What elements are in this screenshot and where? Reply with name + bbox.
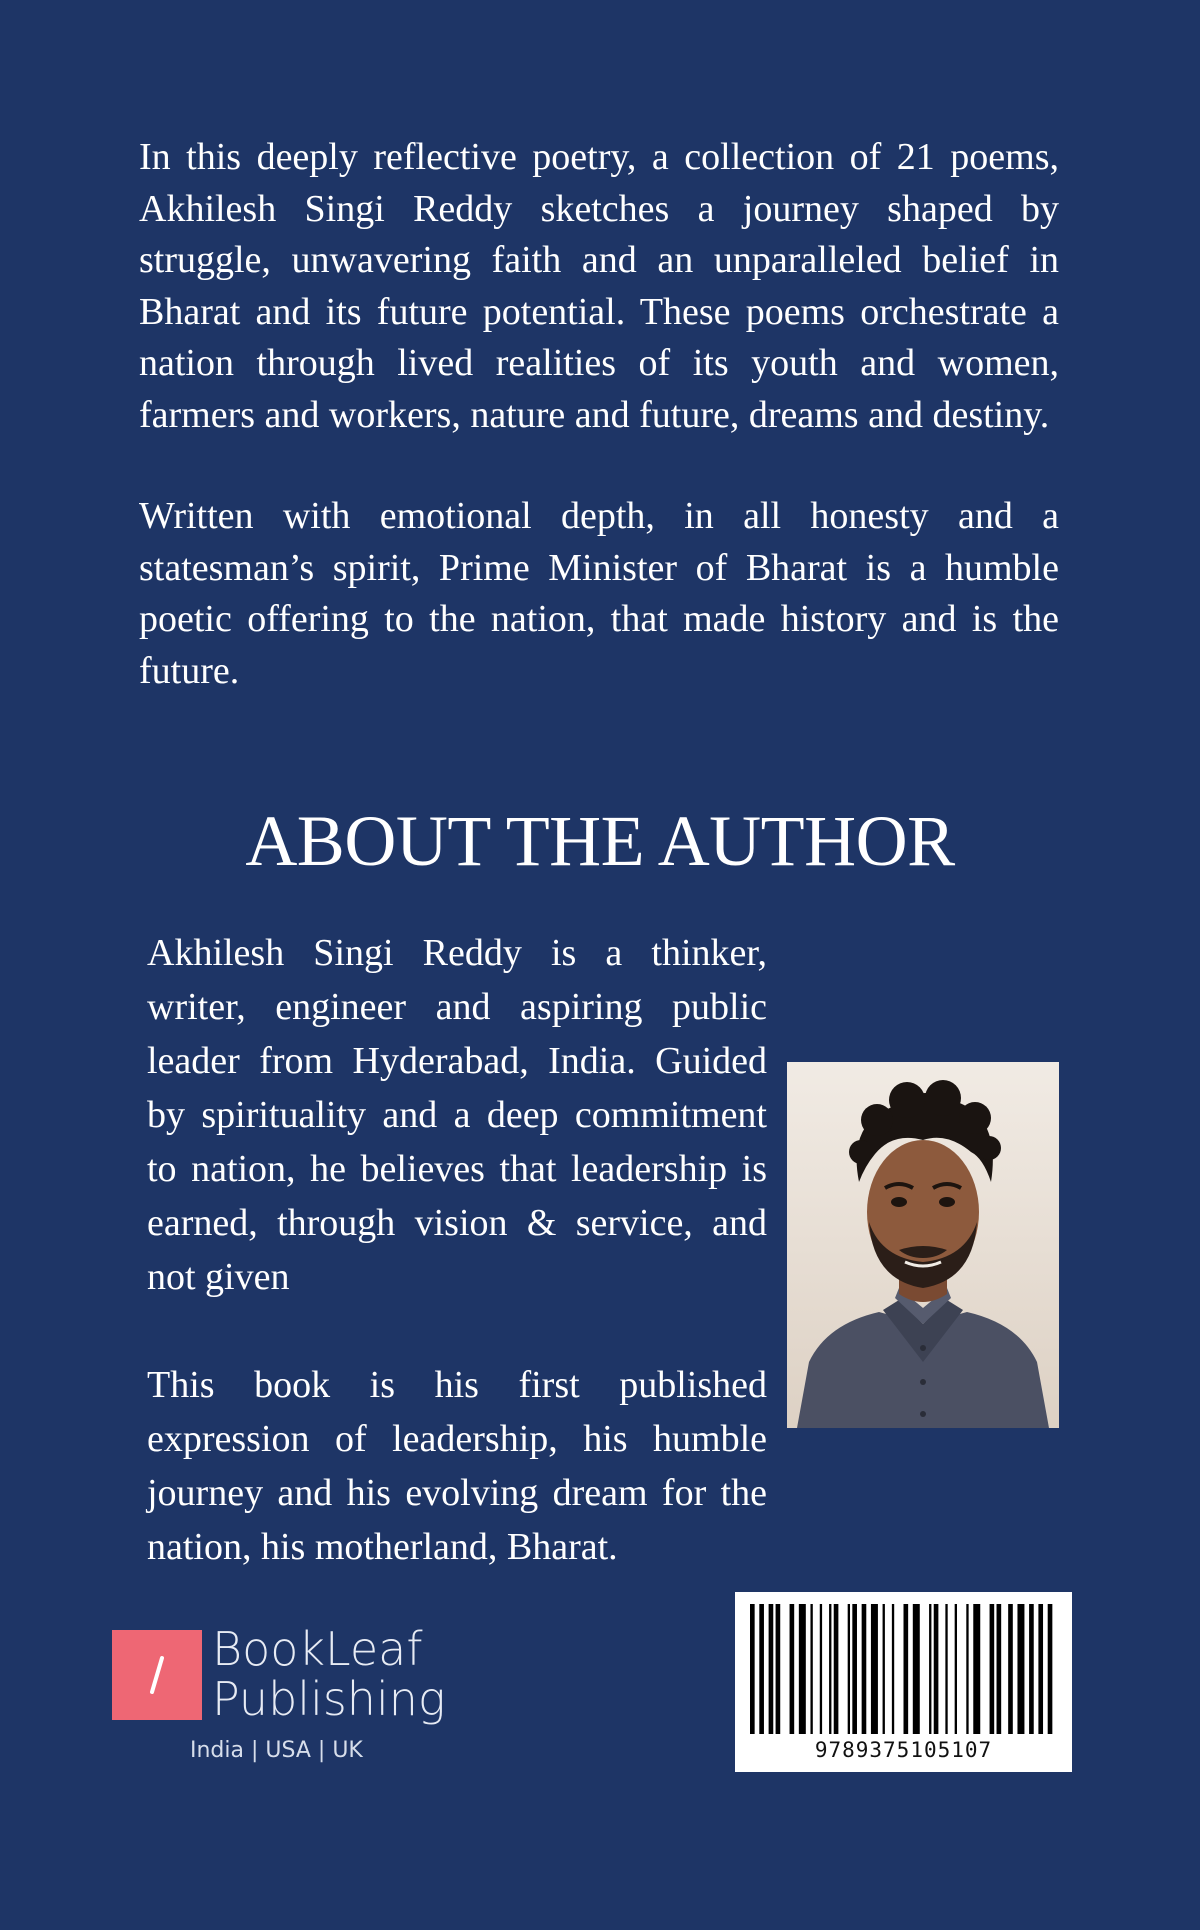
publisher-name-line-1: BookLeaf xyxy=(212,1622,423,1676)
barcode-bar xyxy=(750,1604,755,1734)
barcode-bar xyxy=(1029,1604,1034,1734)
barcode-bar xyxy=(852,1604,857,1734)
about-author-heading: ABOUT THE AUTHOR xyxy=(245,801,955,881)
barcode-bar xyxy=(966,1604,968,1734)
barcode-bar xyxy=(871,1604,878,1734)
barcode-bar xyxy=(913,1604,920,1734)
barcode-bar xyxy=(990,1604,995,1734)
book-blurb xyxy=(139,132,1059,697)
barcode-bar xyxy=(1008,1604,1013,1734)
barcode-bar xyxy=(790,1604,795,1734)
barcode-bar xyxy=(829,1604,831,1734)
author-bio xyxy=(147,926,767,1574)
isbn-barcode xyxy=(735,1592,1072,1772)
blurb-paragraph-1: In this deeply reflective poetry, a collection of 21 poems, Akhilesh Singi Reddy sketches a journey shaped by struggle, unwavering faith and an unparalleled belief in Bharat and its future potential. These poems orchestrate a nation through lived realities of its youth and women, farmers and workers, nature and future, dreams and destiny. xyxy=(139,136,1059,436)
barcode-bar xyxy=(759,1604,764,1734)
barcode-bar xyxy=(997,1604,1002,1734)
author-photo xyxy=(787,1062,1059,1428)
barcode-bar xyxy=(810,1604,812,1734)
barcode-bar xyxy=(955,1604,957,1734)
barcode-bar xyxy=(1048,1604,1053,1734)
publisher-logo xyxy=(112,1622,472,1770)
barcode-bar xyxy=(945,1604,947,1734)
barcode-bar xyxy=(799,1604,806,1734)
barcode-bar xyxy=(904,1604,909,1734)
barcode-bar xyxy=(862,1604,867,1734)
publisher-name xyxy=(212,1624,446,1724)
barcode-bar xyxy=(883,1604,885,1734)
publisher-regions: India | USA | UK xyxy=(190,1738,363,1763)
barcode-bar xyxy=(934,1604,939,1734)
bio-paragraph-1: Akhilesh Singi Reddy is a thinker, writer, engineer and aspiring public leader from Hyderabad, India. Guided by spirituality and a deep commitment to nation, he believes that leadership is earned, through vision & service, and not given xyxy=(147,932,767,1298)
bookleaf-slash-logo-icon xyxy=(112,1630,202,1720)
bio-paragraph-2: This book is his first published expression of leadership, his humble journey and his evolving dream for the nation, his motherland, Bharat. xyxy=(147,1364,767,1568)
barcode-bar xyxy=(892,1604,894,1734)
barcode-bar xyxy=(776,1604,781,1734)
barcode-bar xyxy=(929,1604,931,1734)
barcode-bar xyxy=(820,1604,822,1734)
blurb-paragraph-2: Written with emotional depth, in all honesty and a statesman’s spirit, Prime Minister of Bharat is a humble poetic offering to the nation, that made history and is the future. xyxy=(139,495,1059,692)
isbn-number: 9789375105107 xyxy=(814,1738,993,1762)
barcode-bar xyxy=(973,1604,980,1734)
publisher-name-line-2: Publishing xyxy=(212,1672,446,1726)
barcode-bar xyxy=(1038,1604,1043,1734)
barcode-bar xyxy=(769,1604,774,1734)
author-portrait-illustration xyxy=(787,1062,1059,1428)
barcode-bars xyxy=(750,1604,1057,1734)
barcode-bar xyxy=(1017,1604,1024,1734)
barcode-bar xyxy=(834,1604,839,1734)
barcode-bar xyxy=(848,1604,850,1734)
